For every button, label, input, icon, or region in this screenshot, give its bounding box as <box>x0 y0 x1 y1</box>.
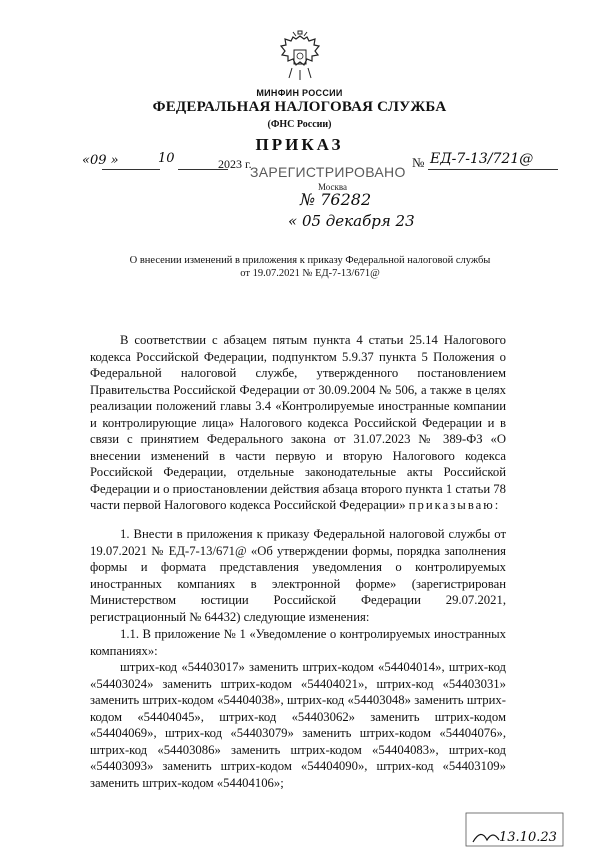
registration-stamp <box>236 164 436 234</box>
registration-city: Москва <box>318 182 347 192</box>
preamble-paragraph <box>90 332 506 514</box>
order-subject <box>100 254 520 280</box>
footer-stamp <box>465 812 565 848</box>
item-1-1-text: штрих-код «54403017» заменить штрих-кодом «54404014», штрих-код «54403024» заменить штрих-кодом «54404021», штрих-код «54403031» заменить штрих-кодом «54404038», штрих-код «54403048» заменить штрих-кодом «54404045», штрих-код «54403062» заменить штрих-кодом «54404069», штрих-код «54403079» заменить штрих-кодом «54404076», штрих-код «54403086» заменить штрих-кодом «54404083», штрих-код «54403093» заменить штрих-кодом «54404090», штрих-код «54403109» заменить штрих-кодом «54404106»; <box>90 660 506 790</box>
order-day: «09 » <box>82 153 119 168</box>
order-number: ЕД-7-13/721@ <box>430 151 534 167</box>
document-title: ПРИКАЗ <box>255 135 344 154</box>
number-underline <box>428 169 558 170</box>
day-underline <box>102 169 160 170</box>
item-1-paragraph <box>90 526 506 625</box>
subject-line-2: от 19.07.2021 № ЕД-7-13/671@ <box>240 268 380 279</box>
preamble-text: В соответствии с абзацем пятым пункта 4 статьи 25.14 Налогового кодекса Российской Федерации, подпунктом 5.9.37 пункта 5 Положения о Федеральной налоговой службе, утвержденного постановлением Правительства Российской Федерации от 30.09.2004 № 506, а также в целях реализации положений главы 3.4 «Контролируемые иностранные компании и контролирующие лица» Налогового кодекса Российской Федерации и в связи с принятием Федерального закона от 31.07.2023 № 389-ФЗ «О внесении изменений в части первую и вторую Налогового кодекса Российской Федерации, отдельные законодательные акты Российской Федерации и о приостановлении действия абзаца второго пункта 1 статьи 78 части первой Налогового кодекса Российской Федерации» <box>90 333 506 512</box>
agency-abbreviation: (ФНС России) <box>267 119 332 130</box>
item-1-text: 1. Внести в приложения к приказу Федеральной налоговой службы от 19.07.2021 № ЕД-7-13/671@ «Об утверждении формы, порядка заполнения формы и формата представления уведомления о контролируемых иностранных компаниях в электронной форме» (зарегистрирован Министерством юстиции Российской Федерации 29.07.2021, регистрационный № 64432) следующие изменения: <box>90 527 506 624</box>
ministry-name: МИНФИН РОССИИ <box>256 88 343 98</box>
order-number-sign: № <box>412 155 425 170</box>
order-word: приказываю: <box>408 498 501 512</box>
double-headed-eagle-emblem <box>278 30 322 82</box>
footer-stamp-date: 13.10.23 <box>499 830 557 845</box>
registration-stamp-text: ЗАРЕГИСТРИРОВАНО <box>250 164 406 180</box>
order-month: 10 <box>158 151 175 166</box>
agency-name: ФЕДЕРАЛЬНАЯ НАЛОГОВАЯ СЛУЖБА <box>152 99 447 115</box>
item-1-1-heading: 1.1. В приложение № 1 «Уведомление о контролируемых иностранных компаниях»: <box>90 627 506 658</box>
registration-number: № 76282 <box>300 190 372 209</box>
order-year: 2023 г. <box>218 157 252 171</box>
month-underline <box>178 169 228 170</box>
subject-line-1: О внесении изменений в приложения к приказу Федеральной налоговой службы <box>129 255 491 266</box>
item-1-1-paragraph <box>90 626 506 791</box>
registration-date: « 05 декабря 23 <box>288 212 415 230</box>
